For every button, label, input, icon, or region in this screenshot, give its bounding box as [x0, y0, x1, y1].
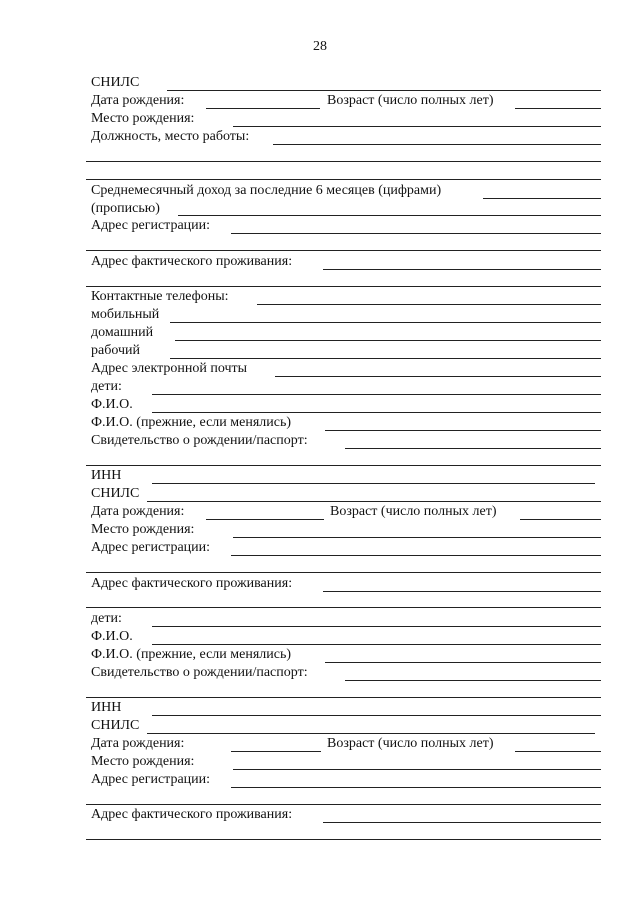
inn-field[interactable]	[152, 715, 601, 716]
email-label: Адрес электронной почты	[91, 361, 248, 376]
email-field[interactable]	[275, 376, 601, 377]
age-label: Возраст (число полных лет)	[327, 736, 494, 751]
snils-field[interactable]	[167, 90, 601, 91]
birth-date-field[interactable]	[206, 519, 324, 520]
reg-address-continuation-line[interactable]	[86, 250, 601, 251]
reg-address-continuation-line[interactable]	[86, 572, 601, 573]
fio-prev-label: Ф.И.О. (прежние, если менялись)	[91, 647, 292, 662]
reg-address-field[interactable]	[231, 555, 601, 556]
inn-field[interactable]	[152, 483, 595, 484]
birth-place-label: Место рождения:	[91, 111, 195, 126]
fio-field[interactable]	[152, 644, 601, 645]
children-field[interactable]	[152, 394, 601, 395]
actual-address-label: Адрес фактического проживания:	[91, 807, 293, 822]
birth-place-label: Место рождения:	[91, 754, 195, 769]
fio-prev-label: Ф.И.О. (прежние, если менялись)	[91, 415, 292, 430]
certificate-field[interactable]	[345, 680, 601, 681]
income-label: Среднемесячный доход за последние 6 месяцев (цифрами)	[91, 183, 442, 198]
work-label: рабочий	[91, 343, 140, 358]
certificate-field[interactable]	[345, 448, 601, 449]
actual-address-label: Адрес фактического проживания:	[91, 254, 293, 269]
inn-label: ИНН	[91, 468, 122, 483]
birth-place-field[interactable]	[233, 769, 601, 770]
home-phone-field[interactable]	[175, 340, 601, 341]
birth-date-label: Дата рождения:	[91, 504, 185, 519]
section-divider	[86, 179, 601, 180]
birth-place-field[interactable]	[233, 126, 601, 127]
income-digits-field[interactable]	[483, 198, 601, 199]
reg-address-continuation-line[interactable]	[86, 804, 601, 805]
phones-label: Контактные телефоны:	[91, 289, 229, 304]
age-field[interactable]	[515, 108, 601, 109]
inn-label: ИНН	[91, 700, 122, 715]
income-words-label: (прописью)	[91, 201, 160, 216]
fio-label: Ф.И.О.	[91, 629, 133, 644]
birth-date-field[interactable]	[206, 108, 320, 109]
income-words-field[interactable]	[178, 215, 601, 216]
position-continuation-line[interactable]	[86, 161, 601, 162]
snils-label: СНИЛС	[91, 486, 140, 501]
age-field[interactable]	[515, 751, 601, 752]
age-label: Возраст (число полных лет)	[327, 93, 494, 108]
reg-address-field[interactable]	[231, 233, 601, 234]
snils-field[interactable]	[147, 501, 601, 502]
actual-address-continuation-line[interactable]	[86, 839, 601, 840]
birth-date-label: Дата рождения:	[91, 93, 185, 108]
actual-address-field[interactable]	[323, 591, 601, 592]
position-field[interactable]	[273, 144, 601, 145]
age-field[interactable]	[520, 519, 601, 520]
children-label: дети:	[91, 379, 122, 394]
fio-prev-field[interactable]	[325, 662, 601, 663]
birth-place-field[interactable]	[233, 537, 601, 538]
actual-address-field[interactable]	[323, 269, 601, 270]
mobile-phone-field[interactable]	[170, 322, 601, 323]
snils-field[interactable]	[147, 733, 595, 734]
certificate-label: Свидетельство о рождении/паспорт:	[91, 665, 308, 680]
position-label: Должность, место работы:	[91, 129, 250, 144]
birth-date-label: Дата рождения:	[91, 736, 185, 751]
fio-label: Ф.И.О.	[91, 397, 133, 412]
reg-address-label: Адрес регистрации:	[91, 772, 211, 787]
home-label: домашний	[91, 325, 154, 340]
birth-date-field[interactable]	[231, 751, 321, 752]
snils-label: СНИЛС	[91, 75, 140, 90]
work-phone-field[interactable]	[170, 358, 601, 359]
certificate-label: Свидетельство о рождении/паспорт:	[91, 433, 308, 448]
actual-address-field[interactable]	[323, 822, 601, 823]
actual-address-continuation-line[interactable]	[86, 286, 601, 287]
age-label: Возраст (число полных лет)	[330, 504, 497, 519]
phones-field[interactable]	[257, 304, 601, 305]
section-divider	[86, 697, 601, 698]
fio-prev-field[interactable]	[325, 430, 601, 431]
children-field[interactable]	[152, 626, 601, 627]
reg-address-label: Адрес регистрации:	[91, 218, 211, 233]
page-number: 28	[313, 39, 327, 54]
children-label: дети:	[91, 611, 122, 626]
actual-address-continuation-line[interactable]	[86, 607, 601, 608]
snils-label: СНИЛС	[91, 718, 140, 733]
birth-place-label: Место рождения:	[91, 522, 195, 537]
fio-field[interactable]	[152, 412, 601, 413]
reg-address-label: Адрес регистрации:	[91, 540, 211, 555]
reg-address-field[interactable]	[231, 787, 601, 788]
mobile-label: мобильный	[91, 307, 160, 322]
section-divider	[86, 465, 601, 466]
actual-address-label: Адрес фактического проживания:	[91, 576, 293, 591]
